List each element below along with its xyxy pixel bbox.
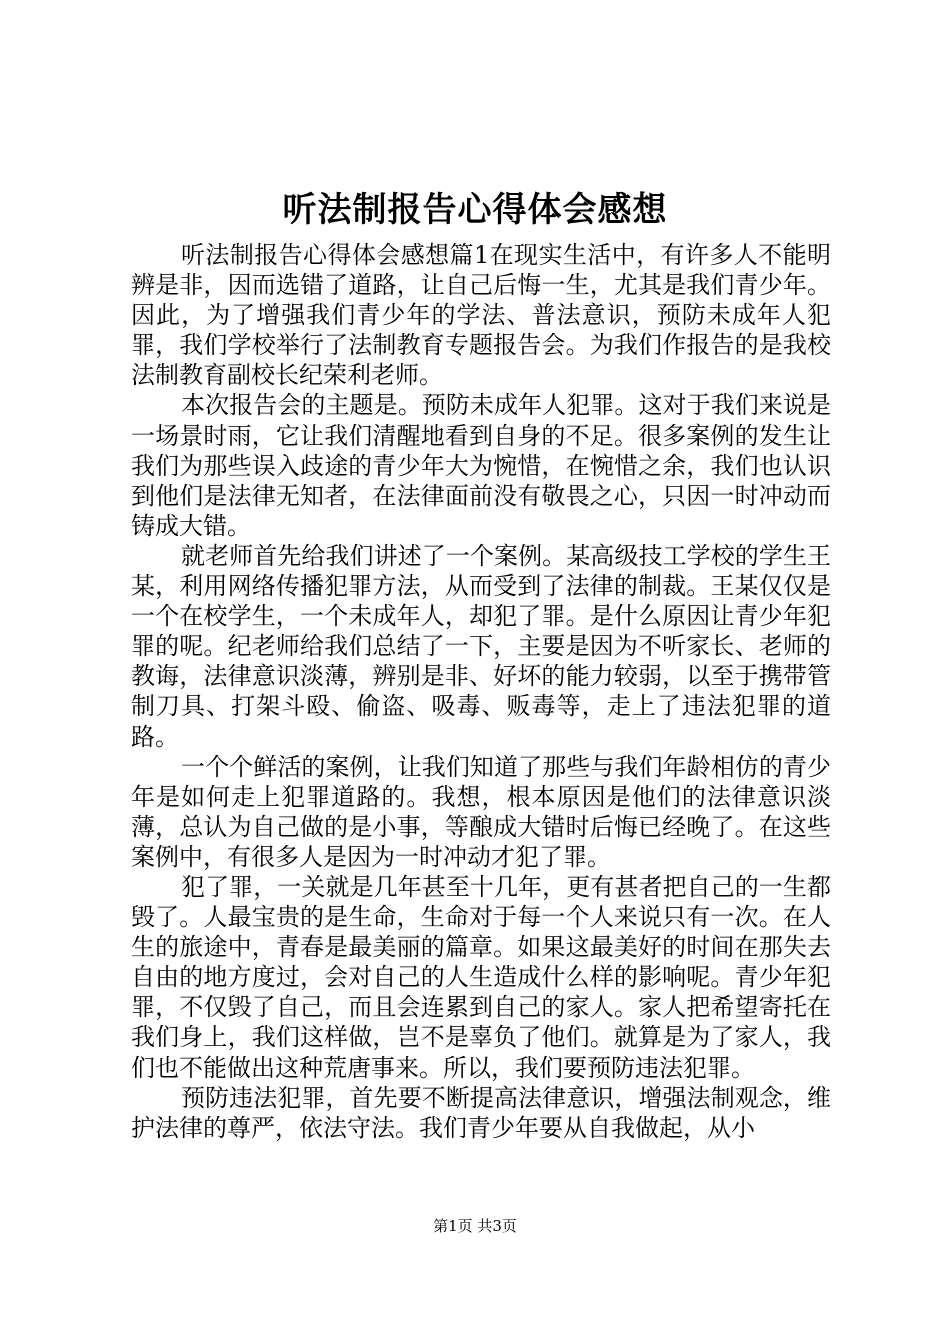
paragraph-1: 听法制报告心得体会感想篇1在现实生活中，有许多人不能明辨是非，因而选错了道路，让自己后悔一生，尤其是我们青少年。因此，为了增强我们青少年的学法、普法意识，预防未成年人犯罪，我们学校举行了法制教育专题报告会。为我们作报告的是我校法制教育副校长纪荣利老师。 xyxy=(131,241,831,390)
paragraph-6: 预防违法犯罪，首先要不断提高法律意识，增强法制观念，维护法律的尊严，依法守法。我们青少年要从自我做起，从小 xyxy=(131,1083,831,1142)
document-title: 听法制报告心得体会感想 xyxy=(282,190,668,230)
page-footer: 第1页 共3页 xyxy=(433,1217,517,1235)
paragraph-3: 就老师首先给我们讲述了一个案例。某高级技工学校的学生王某，利用网络传播犯罪方法，从而受到了法律的制裁。王某仅仅是一个在校学生，一个未成年人，却犯了罪。是什么原因让青少年犯罪的呢。纪老师给我们总结了一下，主要是因为不听家长、老师的教诲，法律意识淡薄，辨别是非、好坏的能力较弱，以至于携带管制刀具、打架斗殴、偷盗、吸毒、贩毒等，走上了违法犯罪的道路。 xyxy=(131,541,831,751)
paragraph-5: 犯了罪，一关就是几年甚至十几年，更有甚者把自己的一生都毁了。人最宝贵的是生命，生命对于每一个人来说只有一次。在人生的旅途中，青春是最美丽的篇章。如果这最美好的时间在那失去自由的地方度过，会对自己的人生造成什么样的影响呢。青少年犯罪，不仅毁了自己，而且会连累到自己的家人。家人把希望寄托在我们身上，我们这样做，岂不是辜负了他们。就算是为了家人，我们也不能做出这种荒唐事来。所以，我们要预防违法犯罪。 xyxy=(131,872,831,1082)
paragraph-2: 本次报告会的主题是。预防未成年人犯罪。这对于我们来说是一场景时雨，它让我们清醒地看到自身的不足。很多案例的发生让我们为那些误入歧途的青少年大为惋惜，在惋惜之余，我们也认识到他们是法律无知者，在法律面前没有敬畏之心，只因一时冲动而铸成大错。 xyxy=(131,391,831,540)
paragraph-4: 一个个鲜活的案例，让我们知道了那些与我们年龄相仿的青少年是如何走上犯罪道路的。我想，根本原因是他们的法律意识淡薄，总认为自己做的是小事，等酿成大错时后悔已经晚了。在这些案例中，有很多人是因为一时冲动才犯了罪。 xyxy=(131,752,831,871)
document-body xyxy=(131,240,831,1143)
